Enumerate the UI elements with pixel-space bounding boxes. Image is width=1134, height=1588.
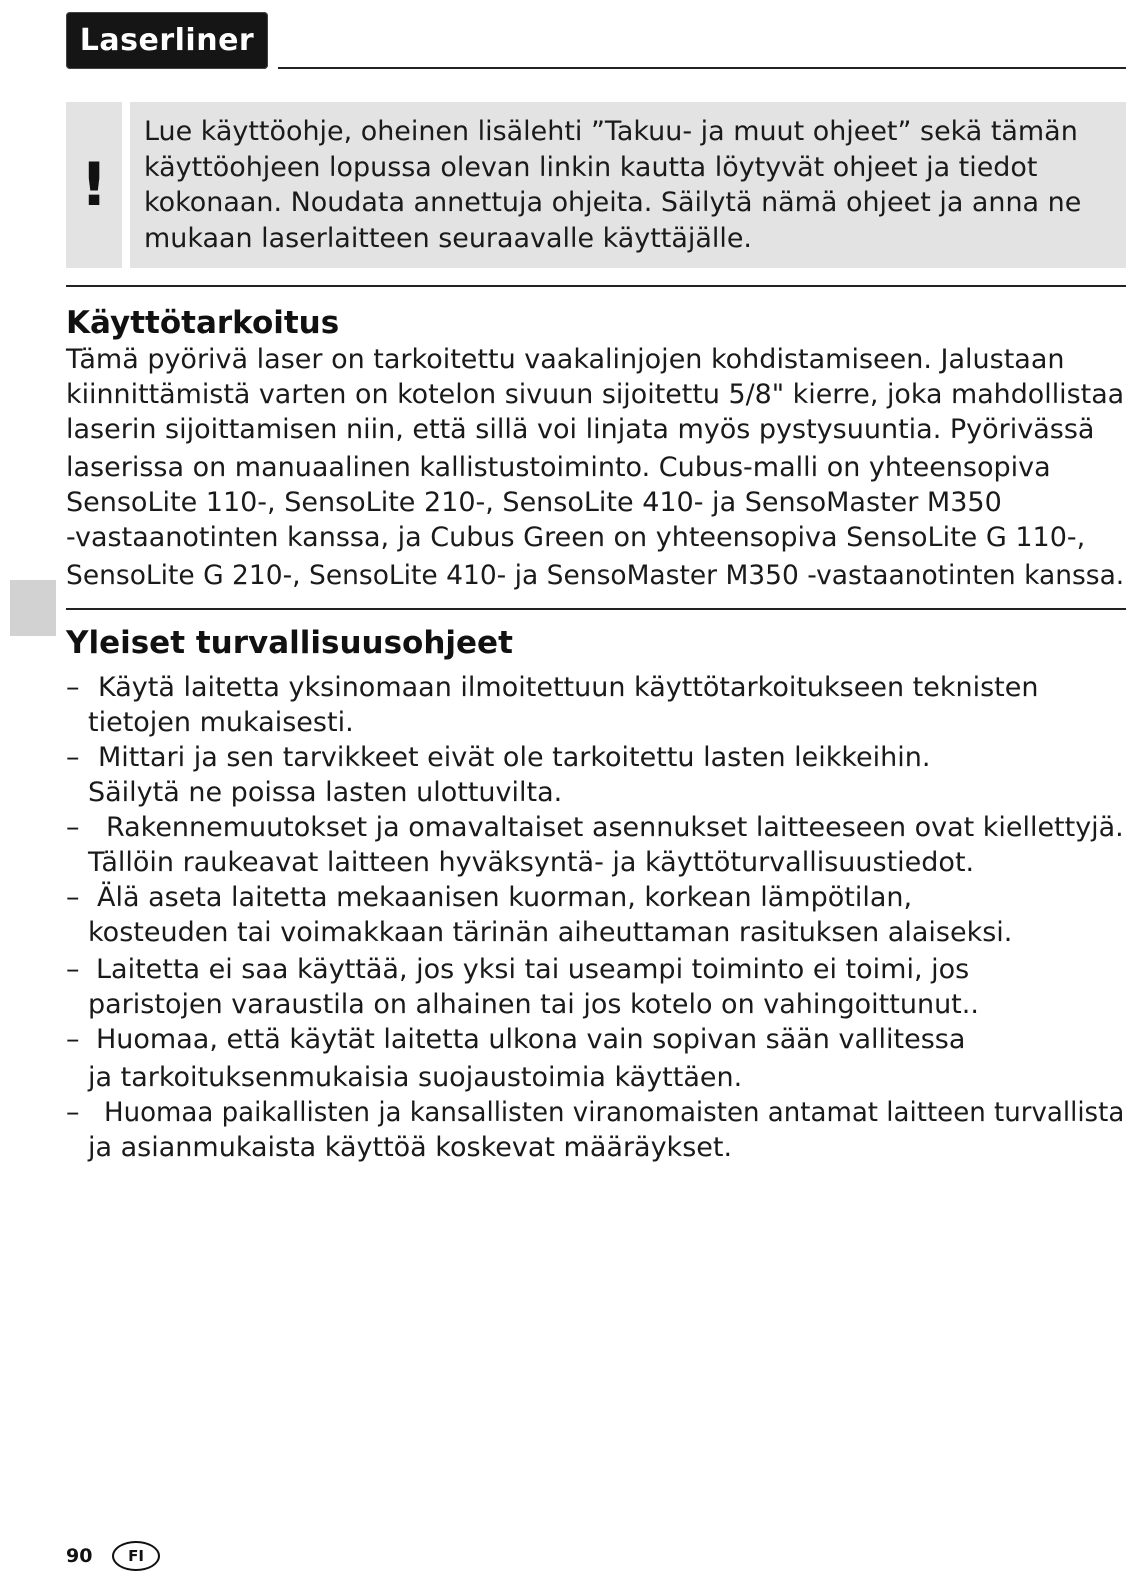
notice-line: kokonaan. Noudata annettuja ohjeita. Säilytä nämä ohjeet ja anna ne — [144, 187, 1082, 218]
safety-item-line: Säilytä ne poissa lasten ulottuvilta. — [88, 777, 563, 808]
brand-logo: Laserliner — [66, 12, 268, 69]
bullet-dash: – — [66, 1097, 80, 1128]
purpose-heading: Käyttötarkoitus — [66, 305, 340, 341]
notice-line: mukaan laserlaitteen seuraavalle käyttäjälle. — [144, 222, 752, 254]
purpose-line: SensoLite 110-, SensoLite 210-, SensoLite 410- ja SensoMaster M350 — [66, 487, 1002, 518]
notice-line: käyttöohjeen lopussa olevan linkin kautta löytyvät ohjeet ja tiedot — [144, 151, 1038, 183]
side-thumb-tab — [10, 580, 56, 636]
bullet-dash: – — [66, 954, 80, 985]
safety-item-line: paristojen varaustila on alhainen tai jos kotelo on vahingoittunut.. — [88, 989, 979, 1020]
safety-item-line: ja tarkoituksenmukaisia suojaustoimia käyttäen. — [88, 1062, 743, 1093]
safety-item-line: Älä aseta laitetta mekaanisen kuorman, korkean lämpötilan, — [97, 882, 913, 913]
safety-item-line: Käytä laitetta yksinomaan ilmoitettuun käyttötarkoitukseen teknisten — [98, 672, 1039, 703]
bullet-dash: – — [66, 1024, 80, 1055]
bullet-dash: – — [66, 812, 80, 843]
safety-item-line: Mittari ja sen tarvikkeet eivät ole tarkoitettu lasten leikkeihin. — [98, 742, 931, 773]
safety-heading: Yleiset turvallisuusohjeet — [66, 625, 513, 661]
section-divider — [66, 285, 1126, 287]
section-divider — [66, 608, 1126, 610]
bullet-dash: – — [66, 672, 80, 703]
page-number: 90 — [66, 1545, 93, 1567]
safety-item-line: tietojen mukaisesti. — [88, 707, 354, 738]
safety-item-line: Laitetta ei saa käyttää, jos yksi tai useampi toiminto ei toimi, jos — [96, 954, 970, 985]
header-rule — [278, 67, 1126, 69]
purpose-line: laserissa on manuaalinen kallistustoiminto. Cubus-malli on yhteensopiva — [66, 452, 1051, 483]
purpose-line: kiinnittämistä varten on kotelon sivuun sijoitettu 5/8" kierre, joka mahdollistaa — [66, 379, 1125, 410]
safety-item-line: kosteuden tai voimakkaan tärinän aiheuttaman rasituksen alaiseksi. — [88, 917, 1013, 948]
purpose-line: laserin sijoittamisen niin, että sillä voi linjata myös pystysuuntia. Pyörivässä — [66, 414, 1095, 445]
safety-item-line: Tällöin raukeavat laitteen hyväksyntä- ja käyttöturvallisuustiedot. — [88, 847, 975, 878]
safety-item-line: ja asianmukaista käyttöä koskevat määräykset. — [88, 1132, 733, 1163]
bullet-dash: – — [66, 742, 80, 773]
language-badge: FI — [112, 1541, 160, 1571]
warning-exclamation-icon: ! — [66, 102, 122, 268]
safety-item-line: Huomaa paikallisten ja kansallisten viranomaisten antamat laitteen turvallista — [104, 1097, 1125, 1128]
notice-line: Lue käyttöohje, oheinen lisälehti ”Takuu- ja muut ohjeet” sekä tämän — [144, 116, 1078, 147]
bullet-dash: – — [66, 882, 80, 913]
purpose-line: -vastaanotinten kanssa, ja Cubus Green on yhteensopiva SensoLite G 110-, — [66, 522, 1086, 553]
notice-box — [130, 102, 1126, 268]
safety-item-line: Rakennemuutokset ja omavaltaiset asennukset laitteeseen ovat kiellettyjä. — [106, 812, 1124, 843]
purpose-line: Tämä pyörivä laser on tarkoitettu vaakalinjojen kohdistamiseen. Jalustaan — [66, 344, 1065, 375]
safety-item-line: Huomaa, että käytät laitetta ulkona vain sopivan sään vallitessa — [96, 1024, 966, 1055]
purpose-line: SensoLite G 210-, SensoLite 410- ja SensoMaster M350 -vastaanotinten kanssa. — [66, 560, 1125, 591]
